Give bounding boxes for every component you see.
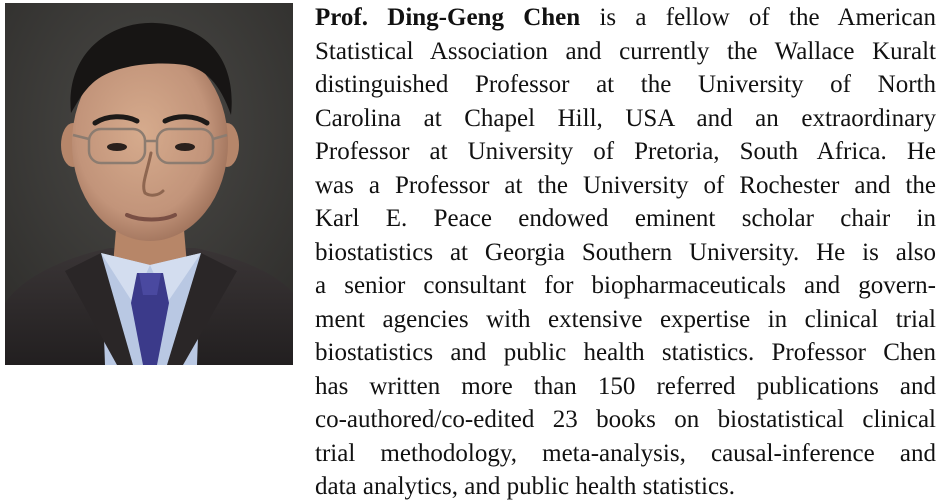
bio-line: a senior consultant for biopharmaceuticals and govern- (315, 272, 936, 299)
bio-line: co-authored/co-edited 23 books on biostatistical clinical (315, 406, 936, 433)
bio-line: ment agencies with extensive expertise in clinical trial (315, 305, 936, 333)
bio-line: data analytics, and public health statistics. (315, 473, 736, 500)
bio-line: trial methodology, meta-analysis, causal-inference and (315, 439, 936, 467)
bio-line: has written more than 150 referred publications and (315, 372, 936, 400)
bio-line: biostatistics and public health statistics. Professor Chen (315, 339, 936, 366)
bio-line: was a Professor at the University of Rochester and the (315, 171, 936, 199)
biography-paragraph (315, 1, 936, 504)
bio-line: biostatistics at Georgia Southern University. He is also (315, 238, 936, 266)
bio-line (315, 1, 936, 35)
bio-line: Statistical Association and currently the Wallace Kuralt (315, 37, 936, 65)
portrait-illustration (5, 3, 293, 365)
bio-line: distinguished Professor at the University of North (315, 71, 936, 98)
bio-line: Carolina at Chapel Hill, USA and an extraordinary (315, 104, 936, 132)
portrait-photo (5, 3, 293, 365)
bio-line: Professor at University of Pretoria, South Africa. He (315, 138, 936, 165)
person-name: Prof. Ding-Geng Chen (315, 4, 581, 31)
bio-line: Karl E. Peace endowed eminent scholar chair in (315, 205, 936, 232)
bio-line-text: is a fellow of the American (580, 4, 936, 31)
